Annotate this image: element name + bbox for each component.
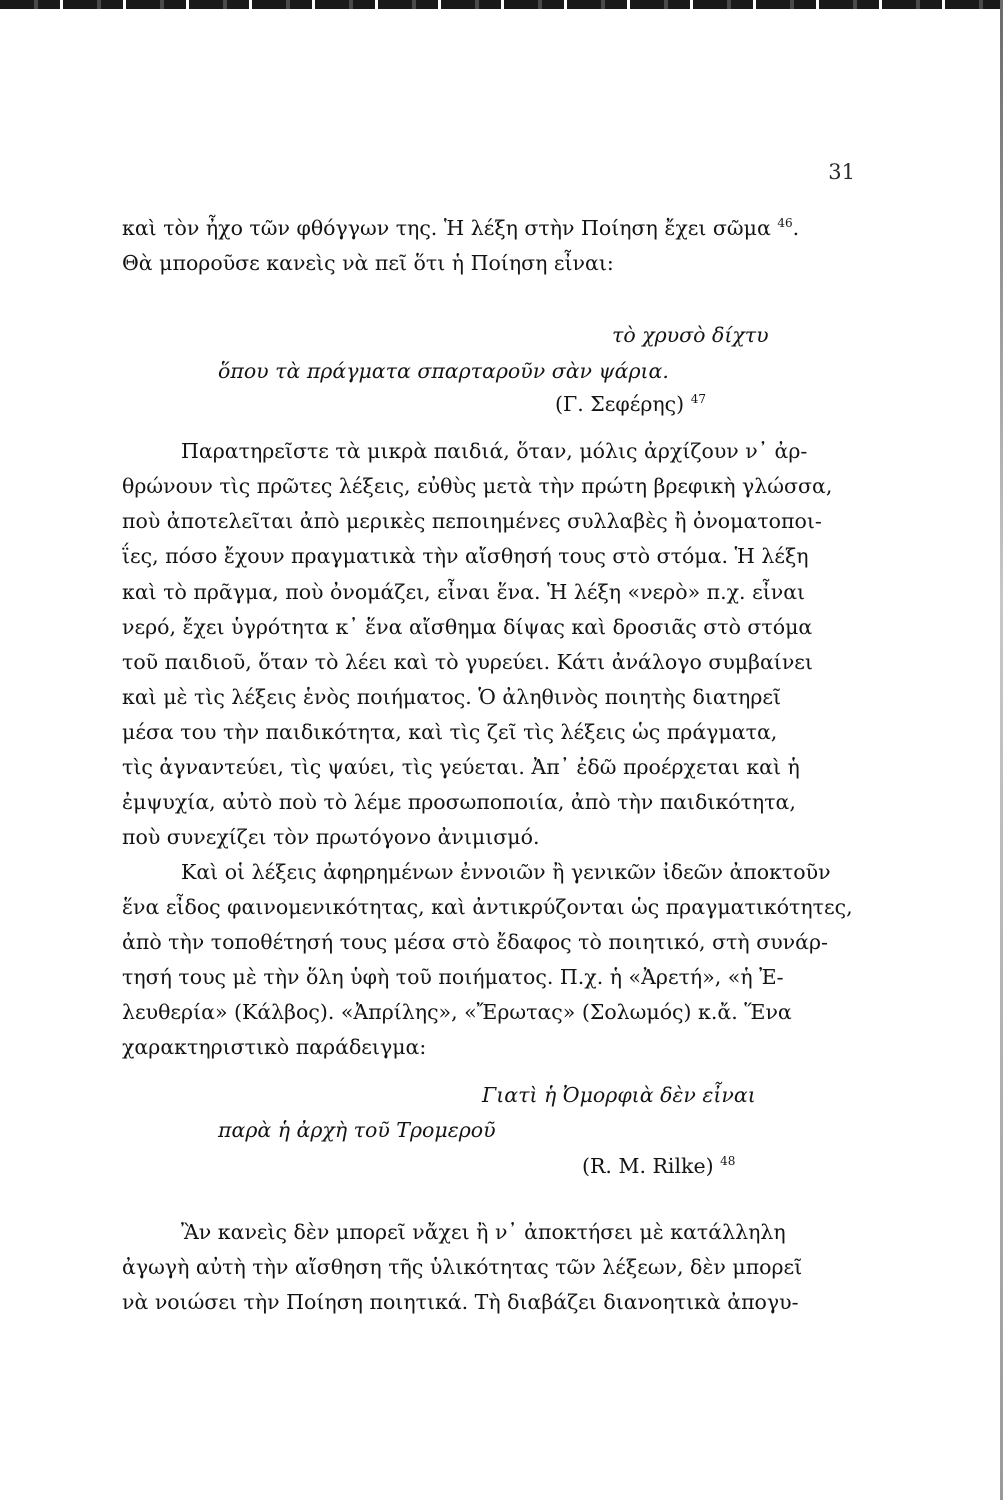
- text-line: νὰ νοιώσει τὴν Ποίηση ποιητικά. Τὴ διαβάζει διανοητικὰ ἀπογυ-: [122, 1290, 799, 1314]
- text-line: καὶ μὲ τὶς λέξεις ἑνὸς ποιήματος. Ὁ ἀληθινὸς ποιητὴς διατηρεῖ: [122, 685, 782, 709]
- text-line: ποὺ συνεχίζει τὸν πρωτόγονο ἀνιμισμό.: [122, 825, 540, 849]
- text-line-content: καὶ τὸν ἦχο τῶν φθόγγων της. Ἡ λέξη στὴν Ποίηση ἔχει σῶμα: [122, 216, 778, 240]
- text-line: Ἂν κανεὶς δὲν μπορεῖ νἄχει ἢ ν᾿ ἀποκτήσει μὲ κατάλληλη: [181, 1220, 786, 1244]
- quote-attribution: [555, 394, 706, 415]
- page-number: 31: [828, 160, 855, 184]
- text-line: Καὶ οἱ λέξεις ἀφηρημένων ἐννοιῶν ἢ γενικῶν ἰδεῶν ἀποκτοῦν: [181, 860, 831, 884]
- attribution-text: (R. M. Rilke): [582, 1154, 714, 1178]
- footnote-ref: 47: [690, 392, 706, 407]
- text-line: ἀπὸ τὴν τοποθέτησή τους μέσα στὸ ἔδαφος τὸ ποιητικό, στὴ συνάρ-: [122, 930, 828, 954]
- footnote-ref: 48: [720, 1154, 736, 1169]
- text-line: καὶ τὸ πρᾶγμα, ποὺ ὀνομάζει, εἶναι ἕνα. Ἡ λέξη «νερὸ» π.χ. εἶναι: [122, 580, 806, 604]
- verse-line: Γιατὶ ἡ Ὀμορφιὰ δὲν εἶναι: [482, 1083, 756, 1107]
- text-line: θρώνουν τὶς πρῶτες λέξεις, εὐθὺς μετὰ τὴν πρώτη βρεφικὴ γλώσσα,: [122, 474, 833, 498]
- text-line: ΐες, πόσο ἔχουν πραγματικὰ τὴν αἴσθησή τους στὸ στόμα. Ἡ λέξη: [122, 544, 809, 568]
- text-line: ἕνα εἶδος φαινομενικότητας, καὶ ἀντικρύζονται ὡς πραγματικότητες,: [122, 895, 853, 919]
- footnote-ref: 46: [777, 216, 793, 231]
- text-line: ἀγωγὴ αὐτὴ τὴν αἴσθηση τῆς ὑλικότητας τῶν λέξεων, δὲν μπορεῖ: [122, 1255, 803, 1279]
- text-line: νερό, ἔχει ὑγρότητα κ᾿ ἕνα αἴσθημα δίψας καὶ δροσιᾶς στὸ στόμα: [122, 615, 813, 639]
- text-line: τὶς ἀγναντεύει, τὶς ψαύει, τὶς γεύεται. Ἀπ᾿ ἐδῶ προέρχεται καὶ ἡ: [122, 755, 800, 779]
- verse-line: παρὰ ἡ ἀρχὴ τοῦ Τρομεροῦ: [218, 1118, 496, 1142]
- text-line: Θὰ μποροῦσε κανεὶς νὰ πεῖ ὅτι ἡ Ποίηση εἶναι:: [122, 251, 614, 275]
- text-line: τοῦ παιδιοῦ, ὅταν τὸ λέει καὶ τὸ γυρεύει. Κάτι ἀνάλογο συμβαίνει: [122, 650, 813, 674]
- verse-line: ὅπου τὰ πράγματα σπαρταροῦν σὰν ψάρια.: [218, 359, 669, 383]
- text-line: λευθερία» (Κάλβος). «Ἀπρίλης», «Ἔρωτας» (Σολωμός) κ.ἄ. Ἕνα: [122, 1000, 792, 1024]
- text-line: ἐμψυχία, αὐτὸ ποὺ τὸ λέμε προσωποποιία, ἀπὸ τὴν παιδικότητα,: [122, 790, 796, 814]
- text-line: Παρατηρεῖστε τὰ μικρὰ παιδιά, ὅταν, μόλις ἀρχίζουν ν᾿ ἀρ-: [181, 439, 808, 463]
- attribution-text: (Γ. Σεφέρης): [555, 392, 685, 416]
- text-line: χαρακτηριστικὸ παράδειγμα:: [122, 1035, 427, 1059]
- text-line: μέσα του τὴν παιδικότητα, καὶ τὶς ζεῖ τὶς λέξεις ὡς πράγματα,: [122, 720, 778, 744]
- text-line: [122, 218, 799, 239]
- page-top-edge: [0, 0, 1003, 9]
- quote-attribution: [582, 1156, 735, 1177]
- text-line-punctuation: .: [792, 216, 800, 240]
- text-line: ποὺ ἀποτελεῖται ἀπὸ μερικὲς πεποιημένες συλλαβὲς ἢ ὀνοματοποι-: [122, 509, 822, 533]
- verse-line: τὸ χρυσὸ δίχτυ: [612, 323, 769, 347]
- text-line: τησή τους μὲ τὴν ὅλη ὑφὴ τοῦ ποιήματος. Π.χ. ἡ «Ἀρετή», «ἡ Ἐ-: [122, 965, 784, 989]
